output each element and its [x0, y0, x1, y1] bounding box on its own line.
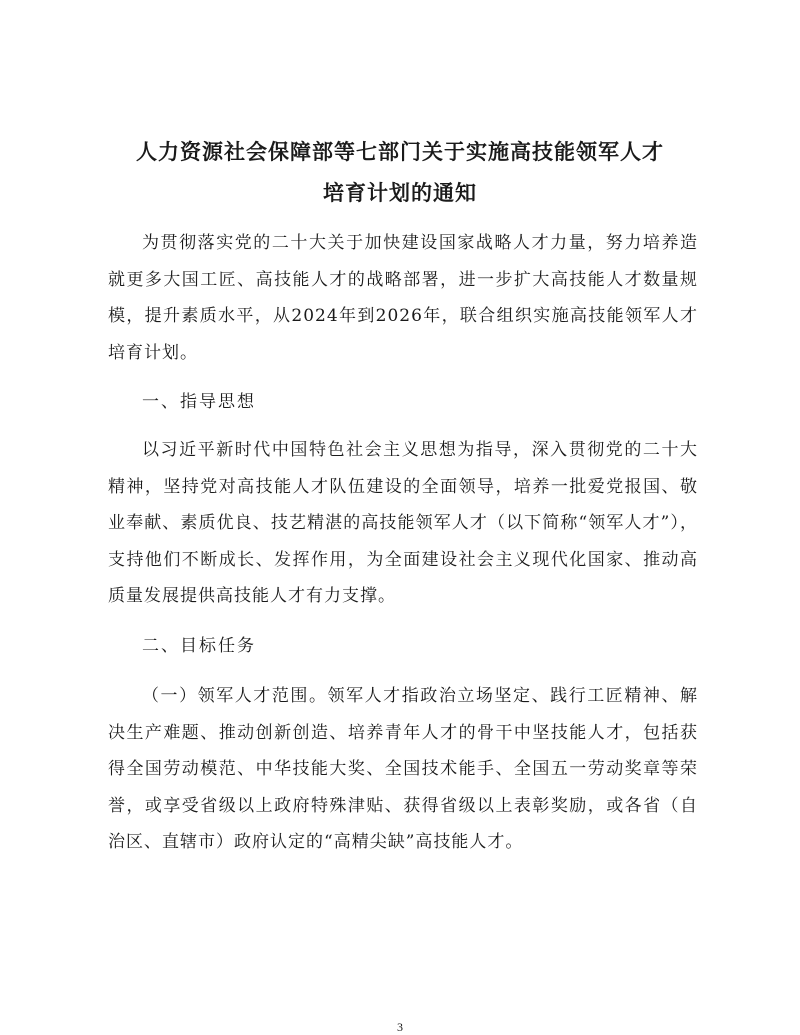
- section-2-paragraph: （一）领军人才范围。领军人才指政治立场坚定、践行工匠精神、解决生产难题、推动创新创造、培养青年人才的骨干中坚技能人才，包括获得全国劳动模范、中华技能大奖、全国技术能手、全国五一劳动奖章等荣誉，或享受省级以上政府特殊津贴、获得省级以上表彰奖励，或各省（自治区、直辖市）政府认定的“高精尖缺”高技能人才。: [108, 686, 698, 852]
- intro-paragraph: 为贯彻落实党的二十大关于加快建设国家战略人才力量，努力培养造就更多大国工匠、高技能人才的战略部署，进一步扩大高技能人才数量规模，提升素质水平，从2024年到2026年，联合组织实施高技能领军人才培育计划。: [108, 233, 698, 363]
- page-number: 3: [397, 1020, 403, 1034]
- section-1-paragraph: 以习近平新时代中国特色社会主义思想为指导，深入贯彻党的二十大精神，坚持党对高技能人才队伍建设的全面领导，培养一批爱党报国、敬业奉献、素质优良、技艺精湛的高技能领军人才（以下简称“领军人才”），支持他们不断成长、发挥作用，为全面建设社会主义现代化国家、推动高质量发展提供高技能人才有力支撑。: [108, 440, 698, 606]
- document-title-line-2: 培育计划的通知: [323, 181, 477, 205]
- section-1-heading: 一、指导思想: [142, 392, 256, 412]
- section-2-heading: 二、目标任务: [142, 636, 256, 656]
- document-title-line-1: 人力资源社会保障部等七部门关于实施高技能领军人才: [136, 140, 664, 164]
